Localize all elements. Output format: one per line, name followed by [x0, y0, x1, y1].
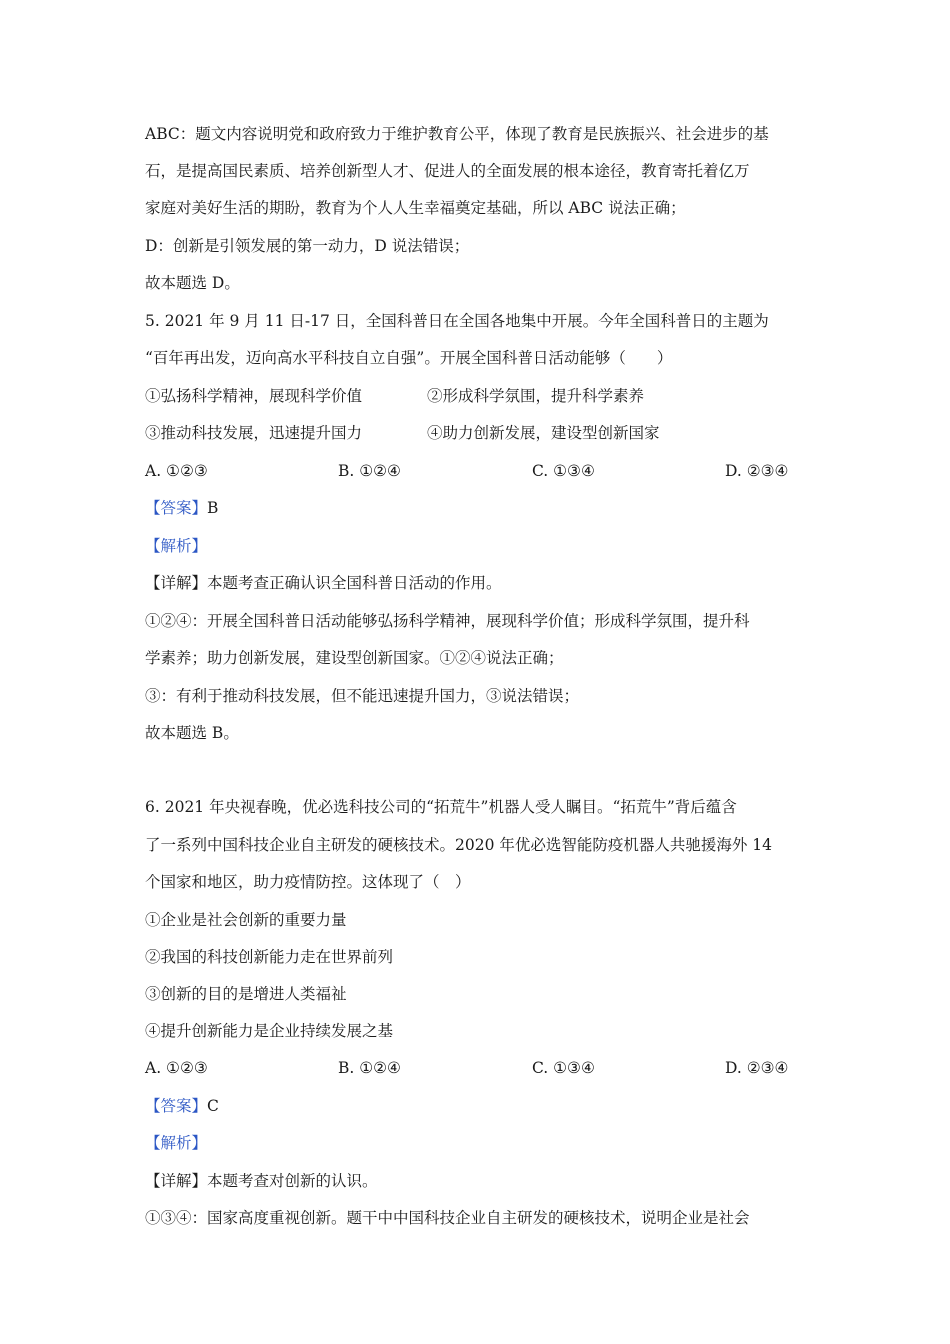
- q5-detail-tag: 【详解】: [145, 574, 208, 592]
- q5-choice-a: A. ①②③: [145, 462, 208, 480]
- q5-stem-line-1: 5. 2021 年 9 月 11 日-17 日，全国科普日在全国各地集中开展。今年全国科普日的主题为: [145, 312, 769, 330]
- q6-choice-b: B. ①②④: [338, 1059, 401, 1077]
- q6-explanation-line-1: ①③④：国家高度重视创新。题干中中国科技企业自主研发的硬核技术，说明企业是社会: [145, 1209, 750, 1227]
- q5-item-2: ②形成科学氛围，提升科学素养: [427, 387, 645, 405]
- prev-abc-line-3: 家庭对美好生活的期盼，教育为个人人生幸福奠定基础，所以 ABC 说法正确；: [145, 199, 686, 217]
- q6-item-1: ①企业是社会创新的重要力量: [145, 911, 347, 929]
- q5-item-1: ①弘扬科学精神，展现科学价值: [145, 387, 363, 405]
- q6-choice-c: C. ①③④: [532, 1059, 595, 1077]
- q5-analysis-tag: 【解析】: [145, 537, 208, 555]
- q5-analysis-line: [145, 536, 810, 556]
- q6-answer-line: [145, 1096, 810, 1116]
- q5-stem-line-2: “百年再出发，迈向高水平科技自立自强”。开展全国科普日活动能够（ ）: [145, 349, 673, 367]
- q6-analysis-line: [145, 1133, 810, 1153]
- q5-explanation-line-2: 学素养；助力创新发展，建设型创新国家。①②④说法正确；: [145, 649, 564, 667]
- q6-answer-value: C: [207, 1097, 219, 1115]
- q5-choice-b: B. ①②④: [338, 462, 401, 480]
- q5-answer-tag: 【答案】: [145, 499, 208, 517]
- q5-item-3: ③推动科技发展，迅速提升国力: [145, 424, 363, 442]
- q5-choice-d: D. ②③④: [725, 462, 789, 480]
- prev-d-line: D：创新是引领发展的第一动力，D 说法错误；: [145, 237, 470, 255]
- prev-conclusion: 故本题选 D。: [145, 274, 240, 292]
- q5-detail-text: 本题考查正确认识全国科普日活动的作用。: [207, 574, 502, 592]
- q5-item-4: ④助力创新发展，建设型创新国家: [427, 424, 660, 442]
- q5-detail-line: [145, 573, 810, 593]
- q6-item-3: ③创新的目的是增进人类福祉: [145, 985, 347, 1003]
- q5-explanation-line-1: ①②④：开展全国科普日活动能够弘扬科学精神，展现科学价值；形成科学氛围，提升科: [145, 612, 750, 630]
- q6-detail-tag: 【详解】: [145, 1172, 208, 1190]
- q6-stem-line-1: 6. 2021 年央视春晚，优必选科技公司的“拓荒牛”机器人受人瞩目。“拓荒牛”背后蕴含: [145, 798, 737, 816]
- q5-answer-line: [145, 498, 810, 518]
- q6-item-2: ②我国的科技创新能力走在世界前列: [145, 948, 394, 966]
- q5-answer-value: B: [207, 499, 219, 517]
- q5-choice-c: C. ①③④: [532, 462, 595, 480]
- q5-conclusion: 故本题选 B。: [145, 724, 239, 742]
- q5-explanation-line-3: ③：有利于推动科技发展，但不能迅速提升国力，③说法错误；: [145, 687, 580, 705]
- prev-abc-line-2: 石，是提高国民素质、培养创新型人才、促进人的全面发展的根本途径，教育寄托着亿万: [145, 162, 750, 180]
- q6-item-4: ④提升创新能力是企业持续发展之基: [145, 1022, 394, 1040]
- q6-choice-d: D. ②③④: [725, 1059, 789, 1077]
- q6-choice-a: A. ①②③: [145, 1059, 208, 1077]
- q6-detail-line: [145, 1171, 810, 1191]
- q6-stem-line-2: 了一系列中国科技企业自主研发的硬核技术。2020 年优必选智能防疫机器人共驰援海外 14: [145, 836, 773, 854]
- q6-answer-tag: 【答案】: [145, 1097, 208, 1115]
- prev-abc-line-1: ABC：题文内容说明党和政府致力于维护教育公平，体现了教育是民族振兴、社会进步的基: [145, 125, 769, 143]
- q6-detail-text: 本题考查对创新的认识。: [207, 1172, 378, 1190]
- q6-stem-line-3: 个国家和地区，助力疫情防控。这体现了（ ）: [145, 873, 471, 891]
- q6-analysis-tag: 【解析】: [145, 1134, 208, 1152]
